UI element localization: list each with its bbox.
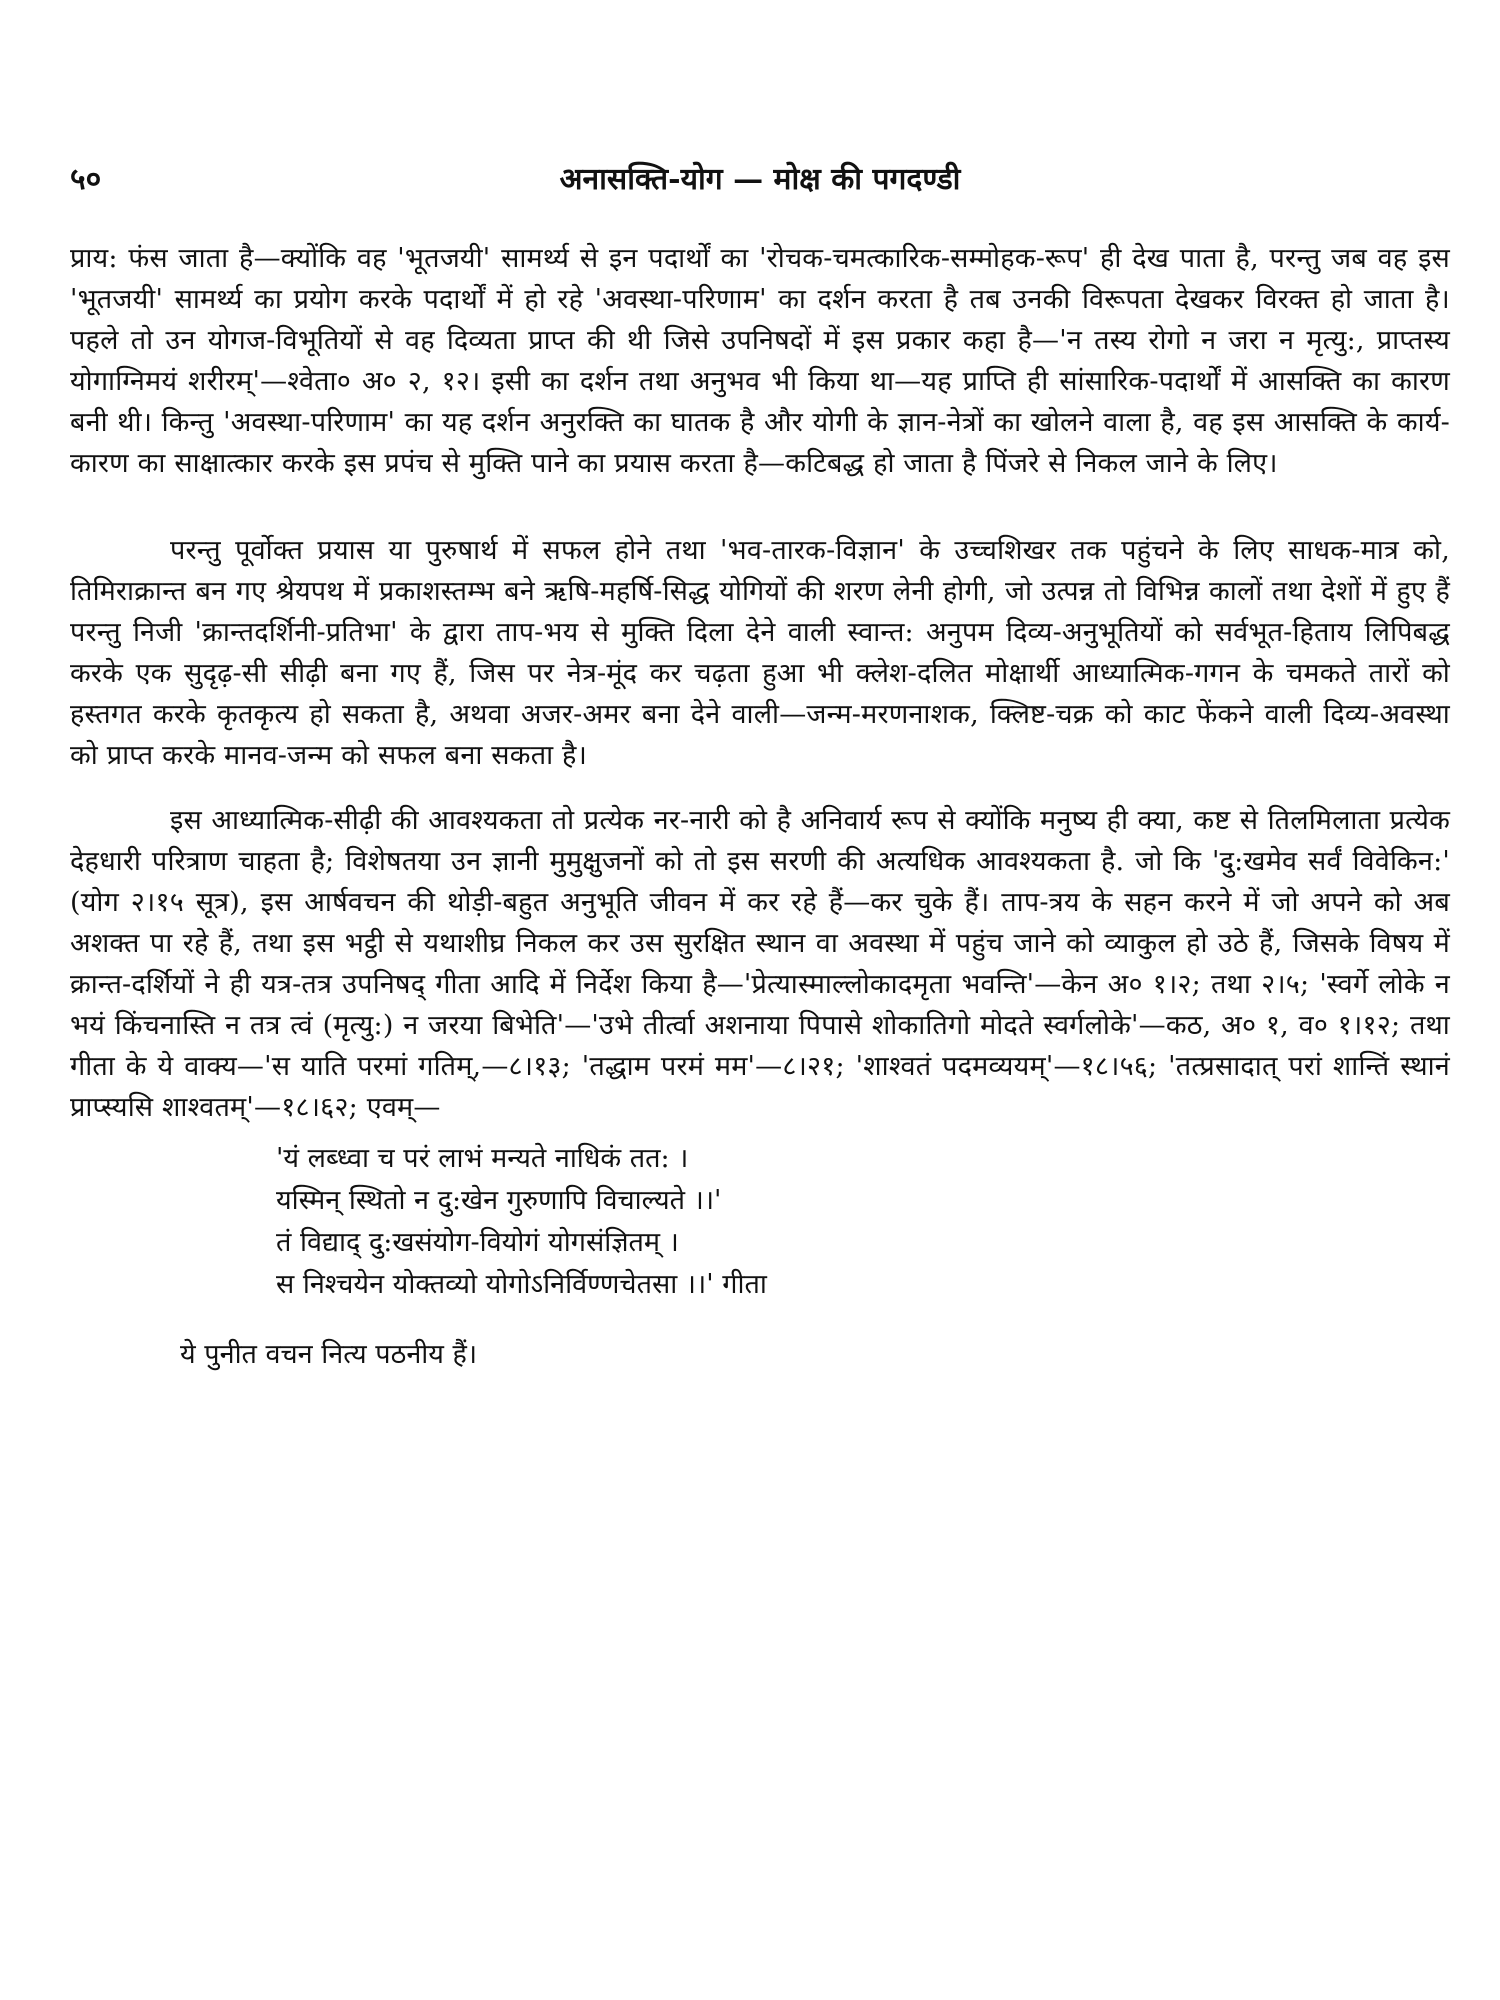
page-header [70,158,1450,202]
closing-line: ये पुनीत वचन नित्य पठनीय हैं। [180,1339,478,1370]
page-body [70,238,1450,1376]
paragraph-2: परन्तु पूर्वोक्त प्रयास या पुरुषार्थ में सफल होने तथा 'भव-तारक-विज्ञान' के उच्चशिखर तक पहुंचने के लिए साधक-मात्र को, तिमिराक्रान्त बन गए श्रेयपथ में प्रकाशस्तम्भ बने ऋषि-महर्षि-सिद्ध योगियों की शरण लेनी होगी, जो उत्पन्न तो विभिन्न कालों तथा देशों में हुए हैं परन्तु निजी 'क्रान्तदर्शिनी-प्रतिभा' के द्वारा ताप-भय से मुक्ति दिला देने वाली स्वान्त: अनुपम दिव्य-अनुभूतियों को सर्वभूत-हिताय लिपिबद्ध करके एक सुदृढ़-सी सीढ़ी बना गए हैं, जिस पर नेत्र-मूंद कर चढ़ता हुआ भी क्लेश-दलित मोक्षार्थी आध्यात्मिक-गगन के चमकते तारों को हस्तगत करके कृतकृत्य हो सकता है, अथवा अजर-अमर बना देने वाली—जन्म-मरणनाशक, क्लिष्ट-चक्र को काट फेंकने वाली दिव्य-अवस्था को प्राप्त करके मानव-जन्म को सफल बना सकता है। [70,535,1450,771]
verse-line-1: 'यं लब्ध्वा च परं लाभं मन्यते नाधिकं तत: । [276,1143,689,1174]
gita-verse-block [276,1138,1450,1306]
paragraph-1: प्राय: फंस जाता है—क्योंकि वह 'भूतजयी' सामर्थ्य से इन पदार्थों का 'रोचक-चमत्कारिक-सम्मोहक-रूप' ही देख पाता है, परन्तु जब वह इस 'भूतजयी' सामर्थ्य का प्रयोग करके पदार्थों में हो रहे 'अवस्था-परिणाम' का दर्शन करता है तब उनकी विरूपता देखकर विरक्त हो जाता है। पहले तो उन योगज-विभूतियों से वह दिव्यता प्राप्त की थी जिसे उपनिषदों में इस प्रकार कहा है—'न तस्य रोगो न जरा न मृत्यु:, प्राप्तस्य योगाग्निमयं शरीरम्'—श्वेता० अ० २, १२। इसी का दर्शन तथा अनुभव भी किया था—यह प्राप्ति ही सांसारिक-पदार्थों में आसक्ति का कारण बनी थी। किन्तु 'अवस्था-परिणाम' का यह दर्शन अनुरक्ति का घातक है और योगी के ज्ञान-नेत्रों का खोलने वाला है, वह इस आसक्ति के कार्य-कारण का साक्षात्कार करके इस प्रपंच से मुक्ति पाने का प्रयास करता है—कटिबद्ध हो जाता है पिंजरे से निकल जाने के लिए। [70,243,1450,479]
verse-line-2: यस्मिन् स्थितो न दु:खेन गुरुणापि विचाल्यते ।।' [276,1185,722,1216]
verse-line-4: स निश्चयेन योक्तव्यो योगोऽनिर्विण्णचेतसा ।।' गीता [276,1269,767,1300]
verse-line-3: तं विद्याद् दु:खसंयोग-वियोगं योगसंज्ञितम् । [276,1227,679,1258]
paragraph-3: इस आध्यात्मिक-सीढ़ी की आवश्यकता तो प्रत्येक नर-नारी को है अनिवार्य रूप से क्योंकि मनुष्य ही क्या, कष्ट से तिलमिलाता प्रत्येक देहधारी परित्राण चाहता है; विशेषतया उन ज्ञानी मुमुक्षुजनों को तो इस सरणी की अत्यधिक आवश्यकता है. जो कि 'दु:खमेव सर्वं विवेकिन:' (योग २।१५ सूत्र), इस आर्षवचन की थोड़ी-बहुत अनुभूति जीवन में कर रहे हैं—कर चुके हैं। ताप-त्रय के सहन करने में जो अपने को अब अशक्त पा रहे हैं, तथा इस भट्ठी से यथाशीघ्र निकल कर उस सुरक्षित स्थान वा अवस्था में पहुंच जाने को व्याकुल हो उठे हैं, जिसके विषय में क्रान्त-दर्शियों ने ही यत्र-तत्र उपनिषद् गीता आदि में निर्देश किया है—'प्रेत्यास्माल्लोकादमृता भवन्ति'—केन अ० १।२; तथा २।५; 'स्वर्गे लोके न भयं किंचनास्ति न तत्र त्वं (मृत्यु:) न जरया बिभेति'—'उभे तीर्त्वा अशनाया पिपासे शोकातिगो मोदते स्वर्गलोके'—कठ, अ० १, व० १।१२; तथा गीता के ये वाक्य—'स याति परमां गतिम्,—८।१३; 'तद्धाम परमं मम'—८।२१; 'शाश्वतं पदमव्ययम्'—१८।५६; 'तत्प्रसादात् परां शान्तिं स्थानं प्राप्स्यसि शाश्वतम्'—१८।६२; एवम्— [70,805,1450,1123]
page-number: ५० [70,162,102,197]
running-title: अनासक्ति-योग — मोक्ष की पगदण्डी [559,162,961,197]
